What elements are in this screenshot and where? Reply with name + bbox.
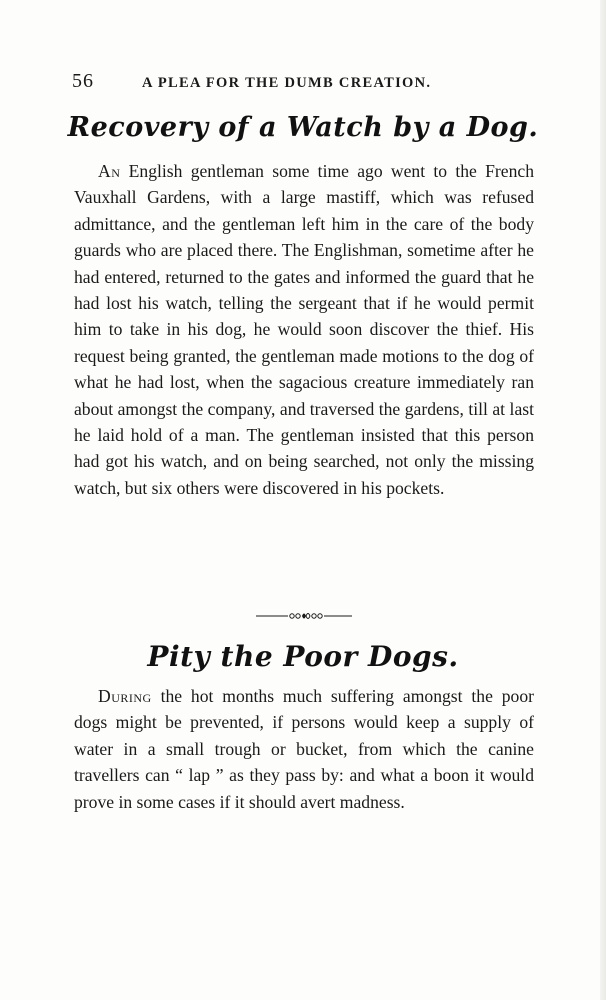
section-heading-watch: Recovery of a Watch by a Dog. bbox=[67, 112, 539, 143]
paragraph-lead-word: An bbox=[98, 161, 121, 181]
section-heading-dogs: Pity the Poor Dogs. bbox=[147, 640, 459, 673]
running-head bbox=[72, 70, 542, 98]
paragraph-watch bbox=[74, 158, 534, 501]
paragraph-text: the hot months much suffering amongst the poor dogs might be prevented, if persons would keep a supply of water in a small trough or bucket, from which the canine travellers can “ lap ” as they pass by: and what a boon it would prove in some cases if it should avert madness. bbox=[74, 686, 534, 812]
section-divider-ornament bbox=[254, 607, 354, 625]
paragraph-text: English gentleman some time ago went to the French Vauxhall Gardens, with a large mastiff, which was refused admittance, and the gentleman left him in the care of the body guards who are placed there. The Englishman, sometime after he had entered, returned to the gates and informed the guard that he had lost his watch, telling the sergeant that if he would permit him to take in his dog, he would soon discover the thief. His request being granted, the gentleman made motions to the dog of what he had lost, when the sagacious creature immediately ran about amongst the company, and traversed the gardens, till at last he laid hold of a man. The gentleman insisted that this person had got his watch, and on being searched, not only the missing watch, but six others were discovered in his pockets. bbox=[74, 161, 534, 498]
paragraph-dogs bbox=[74, 683, 534, 815]
running-title: A PLEA FOR THE DUMB CREATION. bbox=[142, 75, 432, 91]
scan-edge bbox=[600, 0, 606, 1000]
page-number: 56 bbox=[72, 70, 94, 92]
paragraph-lead-word: During bbox=[98, 686, 152, 706]
